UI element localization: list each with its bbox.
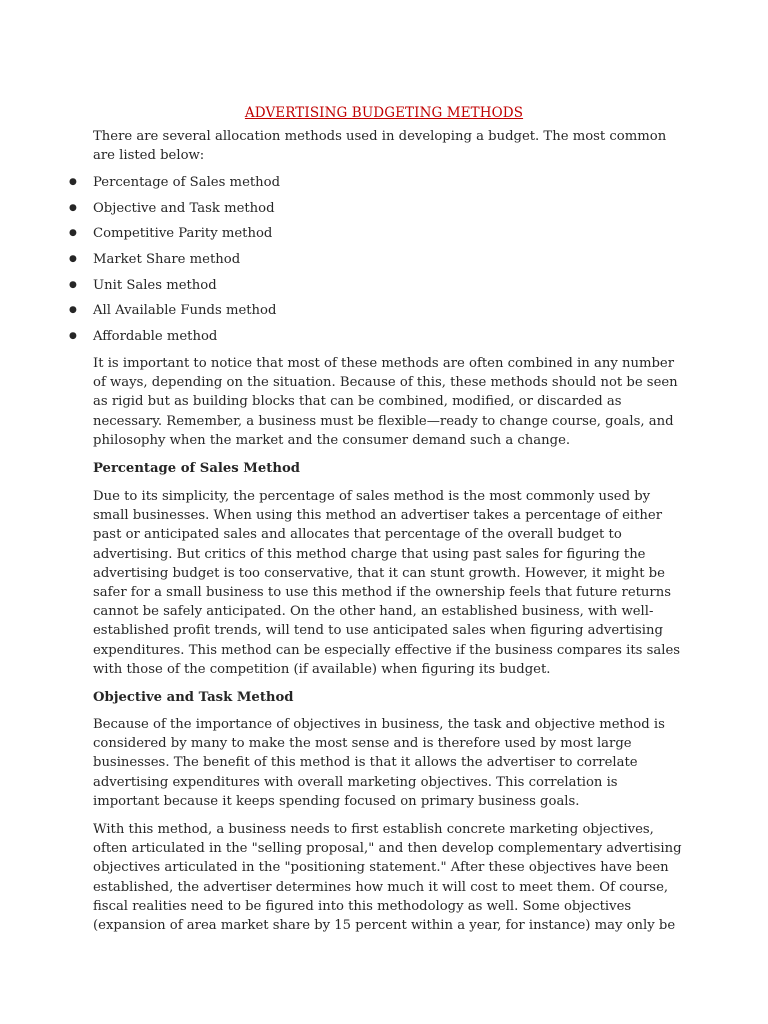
list-item	[0, 327, 768, 353]
list-item-label: Affordable method	[93, 329, 218, 345]
bullet-icon: ●	[69, 177, 77, 187]
list-item-label: Competitive Parity method	[93, 226, 273, 242]
paragraph-establishing-objectives: With this method, a business needs to first establish concrete marketing objectives, often articulated in the "selling proposal," and then develop complementary advertising objectives articulated in the "positioning statement." After these objectives have been established, the advertiser determines how much it will cost to meet them. Of course, fiscal realities need to be figured into this methodology as well. Some objectives (expansion of area market share by 15 percent within a year, for instance) may only be	[93, 822, 682, 934]
list-item	[0, 173, 768, 199]
list-item	[0, 199, 768, 225]
section-heading-percentage-of-sales: Percentage of Sales Method	[93, 461, 300, 476]
bullet-icon: ●	[69, 228, 77, 239]
section-heading-objective-and-task: Objective and Task Method	[93, 690, 294, 705]
document-title: ADVERTISING BUDGETING METHODS	[244, 105, 524, 121]
list-item-label: All Available Funds method	[93, 303, 277, 319]
list-item-label: Market Share method	[93, 252, 241, 268]
bullet-icon: ●	[69, 202, 77, 213]
list-item-label: Percentage of Sales method	[93, 175, 281, 190]
list-item	[0, 250, 768, 276]
paragraph-combining-methods: It is important to notice that most of these methods are often combined in any number of ways, depending on the situation. Because of this, these methods should not be seen as rigid but as building blocks that can be combined, modified, or discarded as necessary. Remember, a business must be flexible—ready to change course, goals, and philosophy when the market and the consumer demand such a change.	[93, 356, 678, 448]
methods-list	[0, 173, 768, 353]
bullet-icon: ●	[69, 254, 77, 265]
list-item	[0, 224, 768, 250]
paragraph-percentage-of-sales: Due to its simplicity, the percentage of sales method is the most commonly used by small businesses. When using this method an advertiser takes a percentage of either past or anticipated sales and allocates that percentage of the overall budget to advertising. But critics of this method charge that using past sales for figuring the advertising budget is too conservative, that it can stunt growth. However, it might be safer for a small business to use this method if the ownership feels that future returns cannot be safely anticipated. On the other hand, an established business, with well-established profit trends, will tend to use anticipated sales when figuring advertising expenditures. This method can be especially effective if the business compares its sales with those of the competition (if available) when figuring its budget.	[93, 489, 681, 677]
list-item	[0, 301, 768, 327]
intro-paragraph: There are several allocation methods used in developing a budget. The most common are listed below:	[93, 129, 667, 164]
bullet-icon: ●	[69, 331, 77, 342]
paragraph-objective-and-task: Because of the importance of objectives in business, the task and objective method is considered by many to make the most sense and is therefore used by most large businesses. The benefit of this method is that it allows the advertiser to correlate advertising expenditures with overall marketing objectives. This correlation is important because it keeps spending focused on primary business goals.	[93, 717, 665, 809]
list-item-label: Unit Sales method	[93, 277, 217, 293]
list-item	[0, 276, 768, 302]
bullet-icon: ●	[69, 279, 77, 290]
bullet-icon: ●	[69, 305, 77, 316]
list-item-label: Objective and Task method	[93, 200, 275, 216]
